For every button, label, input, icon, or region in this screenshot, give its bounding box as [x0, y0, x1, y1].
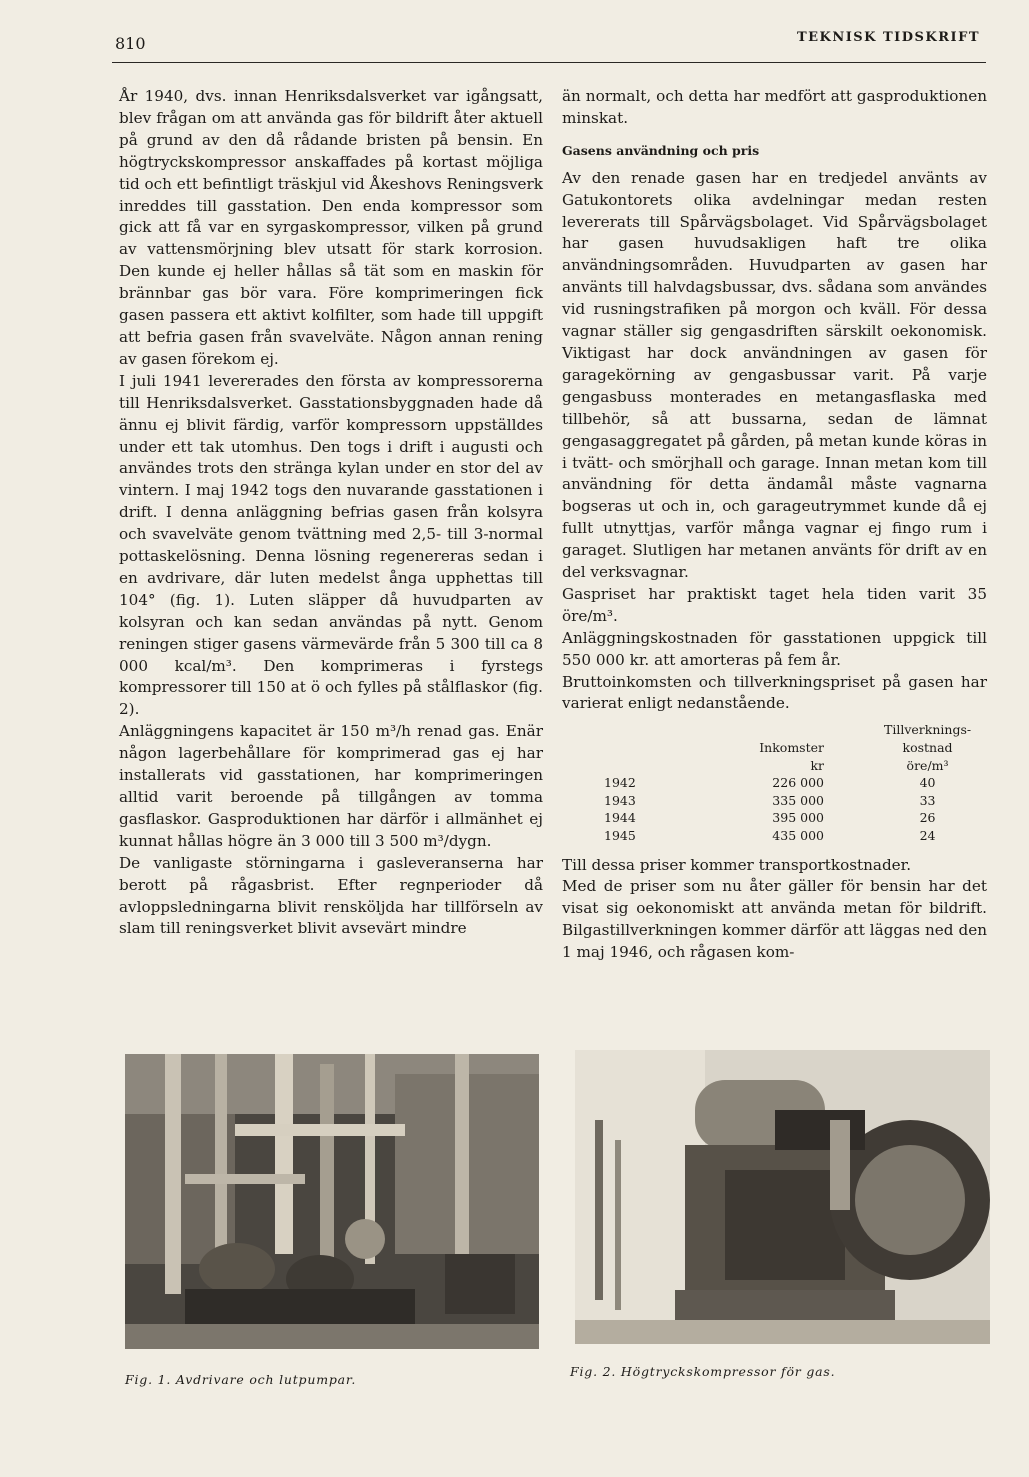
paragraph: Till dessa priser kommer transportkostnader.: [562, 855, 912, 874]
income-header: Inkomster kr: [759, 739, 824, 773]
paragraph: Gaspriset har praktiskt taget hela tiden varit 35 öre/m³.: [562, 584, 987, 625]
table-row: 1942 226 000 40: [604, 775, 936, 791]
paragraph: Med de priser som nu åter gäller för bensin har det visat sig oekonomiskt att använda metan för bildrift. Bilgastillverkningen kommer därför att läggas ned den 1 maj 1946, och rågasen kom-: [562, 877, 987, 962]
figure-2-caption: Fig. 2. Högtryckskompressor för gas.: [570, 1364, 836, 1379]
paragraph: Bruttoinkomsten och tillverkningspriset på gasen har varierat enligt nedanstående.: [562, 672, 987, 713]
figure-1-photo: [125, 1054, 539, 1349]
section-heading: Gasens användning och pris: [562, 142, 760, 158]
table-row: 1944 395 000 26: [604, 810, 936, 826]
cost-table: [562, 721, 971, 844]
header-rule: [112, 62, 986, 63]
paragraph: Anläggningskostnaden för gasstationen uppgick till 550 000 kr. att amorteras på fem år.: [562, 628, 987, 669]
cost-header: Tillverknings- kostnad öre/m³: [884, 722, 972, 773]
table-row: 1945 435 000 24: [604, 827, 936, 843]
paragraph: Anläggningens kapacitet är 150 m³/h renad gas. Enär någon lagerbehållare för komprimerad gas ej har installerats vid gasstationen, har komprimeringen alltid varit beroende på tillgången av tomma gasflaskor. Gasproduktionen har därför i allmänhet ej kunnat hållas högre än 3 000 till 3 500 m³/dygn.: [119, 722, 543, 850]
paragraph: Av den renade gasen har en tredjedel använts av Gatukontorets olika avdelningar medan resten levererats till Spårvägsbolaget. Vid Spårvägsbolaget har gasen huvudsakligen haft tre olika användningsområden. Huvudparten av gasen har använts till halvdagsbussar, dvs. sådana som användes vid rusningstrafiken på morgon och kväll. För dessa vagnar ställer sig gengasdriften särskilt oekonomisk. Viktigast har dock användningen av gasen för garagekörning av gengasbussar varit. På varje gengasbuss monterades en metangasflaska med tillbehör, så att bussarna, sedan de lämnat gengasaggregatet på gården, på metan kunde köras in i tvätt- och smörjhall och garage. Innan metan kom till användning för detta ändamål måste vagnarna bogseras ut och in, och garageutrymmet kunde då ej fullt utnyttjas, varför många vagnar ej fingo rum i garaget. Slutligen har metanen använts för drift av en del verksvagnar.: [562, 168, 987, 582]
page-number: 810: [115, 34, 146, 53]
paragraph: De vanligaste störningarna i gasleveranserna har berott på rågasbrist. Efter regnperioder då avloppsledningarna blivit rensköljda har tillförseln av slam till reningsverket blivit avsevärt mindre: [119, 853, 543, 938]
paragraph: än normalt, och detta har medfört att gasproduktionen minskat.: [562, 87, 987, 127]
journal-title: TEKNISK TIDSKRIFT: [796, 30, 980, 45]
paragraph: År 1940, dvs. innan Henriksdalsverket var igångsatt, blev frågan om att använda gas för bildrift åter aktuell på grund av den då rådande bristen på bensin. En högtryckskompressor anskaffades på kortast möjliga tid och ett befintligt träskjul vid Åkeshovs Reningsverk inreddes till gasstation. Den enda kompressor som gick att få var en syrgaskompressor, vilken på grund av vattensmörjning blev utsatt för stark korrosion. Den kunde ej heller hållas så tät som en maskin för brännbar gas bör vara. Före komprimeringen fick gasen passera ett aktivt kolfilter, som hade till uppgift att befria gasen från svavelväte. Någon annan rening av gasen förekom ej.: [119, 87, 543, 368]
table-row: 1943 335 000 33: [604, 792, 936, 808]
figure-1-caption: Fig. 1. Avdrivare och lutpumpar.: [125, 1372, 357, 1387]
paragraph: I juli 1941 levererades den första av kompressorerna till Henriksdalsverket. Gasstationsbyggnaden hade då ännu ej blivit färdig, varför kompressorn uppställdes under ett tak utomhus. Den togs i drift i augusti och användes trots den stränga kylan under en stor del av vintern. I maj 1942 togs den nuvarande gasstationen i drift. I denna anläggning befrias gasen från kolsyra och svavelväte genom tvättning med 2,5- till 3-normal pottaskelösning. Denna lösning regenereras sedan i en avdrivare, där luten medelst ånga upphettas till 104° (fig. 1). Luten släpper då huvudparten av kolsyran och kan sedan användas på nytt. Genom reningen stiger gasens värmevärde från 5 300 till ca 8 000 kcal/m³. Den komprimeras i fyrstegs kompressorer till 150 at ö och fylles på stålflaskor (fig. 2).: [119, 371, 543, 719]
page-header: [112, 28, 982, 62]
right-column: [562, 86, 987, 964]
figure-2-photo: [575, 1050, 990, 1344]
left-column: [119, 86, 543, 940]
